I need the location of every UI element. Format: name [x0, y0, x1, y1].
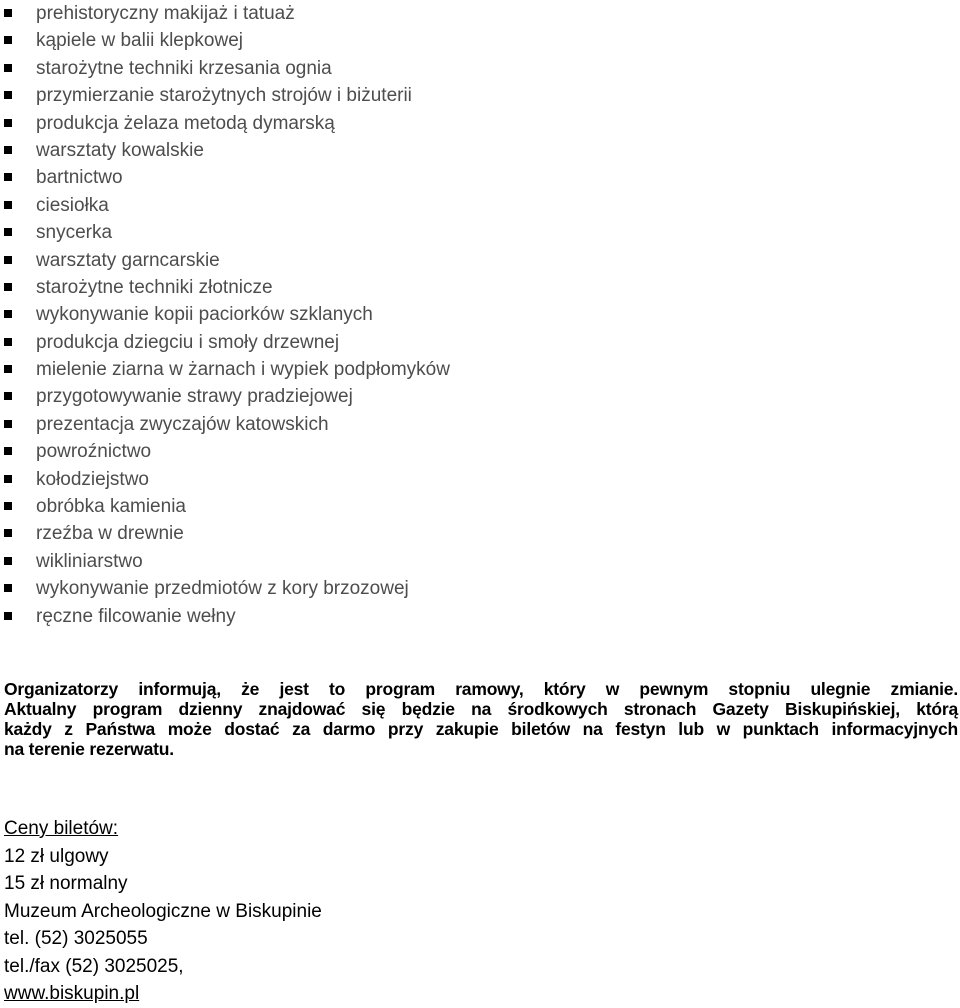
price-normal: 15 zł normalny — [4, 873, 128, 894]
notice-line: każdy z Państwa może dostać za darmo przy zakupie biletów na festyn lub w punktach informacyjnych — [4, 719, 958, 739]
website-link[interactable]: www.biskupin.pl — [4, 983, 140, 1004]
activity-label: przygotowywanie strawy pradziejowej — [36, 386, 353, 408]
square-bullet-icon — [4, 119, 12, 127]
square-bullet-icon — [4, 529, 12, 537]
activity-item — [0, 603, 450, 630]
activity-label: produkcja żelaza metodą dymarską — [36, 112, 335, 134]
notice-line: Organizatorzy informują, że jest to program ramowy, który w pewnym stopniu ulegnie zmianie. — [4, 679, 958, 699]
square-bullet-icon — [4, 612, 12, 620]
activity-label: starożytne techniki złotnicze — [36, 276, 273, 298]
activity-item — [0, 137, 450, 164]
square-bullet-icon — [4, 420, 12, 428]
activity-item — [0, 411, 450, 438]
activity-label: rzeźba w drewnie — [36, 523, 184, 545]
activity-label: prehistoryczny makijaż i tatuaż — [36, 3, 295, 24]
activity-item — [0, 301, 450, 328]
activity-item — [0, 82, 450, 109]
square-bullet-icon — [4, 36, 12, 44]
square-bullet-icon — [4, 310, 12, 318]
activity-item — [0, 274, 450, 301]
square-bullet-icon — [4, 365, 12, 373]
activity-item — [0, 329, 450, 356]
activity-label: kołodziejstwo — [36, 468, 149, 490]
square-bullet-icon — [4, 502, 12, 510]
activity-label: przymierzanie starożytnych strojów i biżuterii — [36, 85, 412, 107]
activity-item — [0, 27, 450, 54]
notice-line: na terenie rezerwatu. — [4, 739, 174, 759]
fax-number: tel./fax (52) 3025025, — [4, 955, 184, 977]
activity-item — [0, 438, 450, 465]
square-bullet-icon — [4, 146, 12, 154]
program-notice — [4, 679, 958, 759]
activity-item — [0, 383, 450, 410]
phone-number: tel. (52) 3025055 — [4, 928, 148, 949]
activity-label: bartnictwo — [36, 167, 123, 189]
square-bullet-icon — [4, 392, 12, 400]
square-bullet-icon — [4, 228, 12, 236]
activity-item — [0, 356, 450, 383]
activity-label: wikliniarstwo — [36, 550, 143, 572]
activity-item — [0, 520, 450, 547]
activity-label: ciesiołka — [36, 194, 109, 216]
activity-item — [0, 575, 450, 602]
square-bullet-icon — [4, 584, 12, 592]
prices-heading: Ceny biletów: — [4, 818, 119, 839]
activity-label: ręczne filcowanie wełny — [36, 605, 236, 627]
activity-label: warsztaty kowalskie — [36, 139, 204, 161]
activity-label: produkcja dziegciu i smoły drzewnej — [36, 331, 340, 353]
activity-label: starożytne techniki krzesania ognia — [36, 57, 332, 79]
activity-item — [0, 55, 450, 82]
activity-item — [0, 0, 450, 27]
activity-label: obróbka kamienia — [36, 496, 186, 518]
activity-label: wykonywanie kopii paciorków szklanych — [36, 304, 373, 326]
square-bullet-icon — [4, 64, 12, 72]
activity-item — [0, 219, 450, 246]
activity-label: kąpiele w balii klepkowej — [36, 30, 243, 52]
square-bullet-icon — [4, 9, 12, 17]
ticket-prices — [4, 815, 322, 1008]
price-reduced: 12 zł ulgowy — [4, 845, 109, 867]
square-bullet-icon — [4, 201, 12, 209]
activity-label: wykonywanie przedmiotów z kory brzozowej — [36, 578, 409, 600]
notice-line: Aktualny program dzienny znajdować się będzie na środkowych stronach Gazety Biskupińskiej, którą — [4, 699, 958, 719]
square-bullet-icon — [4, 173, 12, 181]
activity-item — [0, 192, 450, 219]
square-bullet-icon — [4, 557, 12, 565]
museum-name: Muzeum Archeologiczne w Biskupinie — [4, 900, 322, 922]
activity-label: snycerka — [36, 222, 113, 244]
activity-label: warsztaty garncarskie — [36, 249, 220, 271]
square-bullet-icon — [4, 475, 12, 483]
square-bullet-icon — [4, 91, 12, 99]
activity-item — [0, 466, 450, 493]
activity-label: prezentacja zwyczajów katowskich — [36, 413, 329, 435]
square-bullet-icon — [4, 338, 12, 346]
activity-item — [0, 493, 450, 520]
square-bullet-icon — [4, 447, 12, 455]
activity-label: mielenie ziarna w żarnach i wypiek podpłomyków — [36, 359, 450, 381]
activity-item — [0, 110, 450, 137]
activity-item — [0, 548, 450, 575]
activity-label: powroźnictwo — [36, 441, 152, 463]
square-bullet-icon — [4, 256, 12, 264]
activity-item — [0, 247, 450, 274]
square-bullet-icon — [4, 283, 12, 291]
activity-item — [0, 164, 450, 191]
activities-list — [0, 0, 450, 630]
